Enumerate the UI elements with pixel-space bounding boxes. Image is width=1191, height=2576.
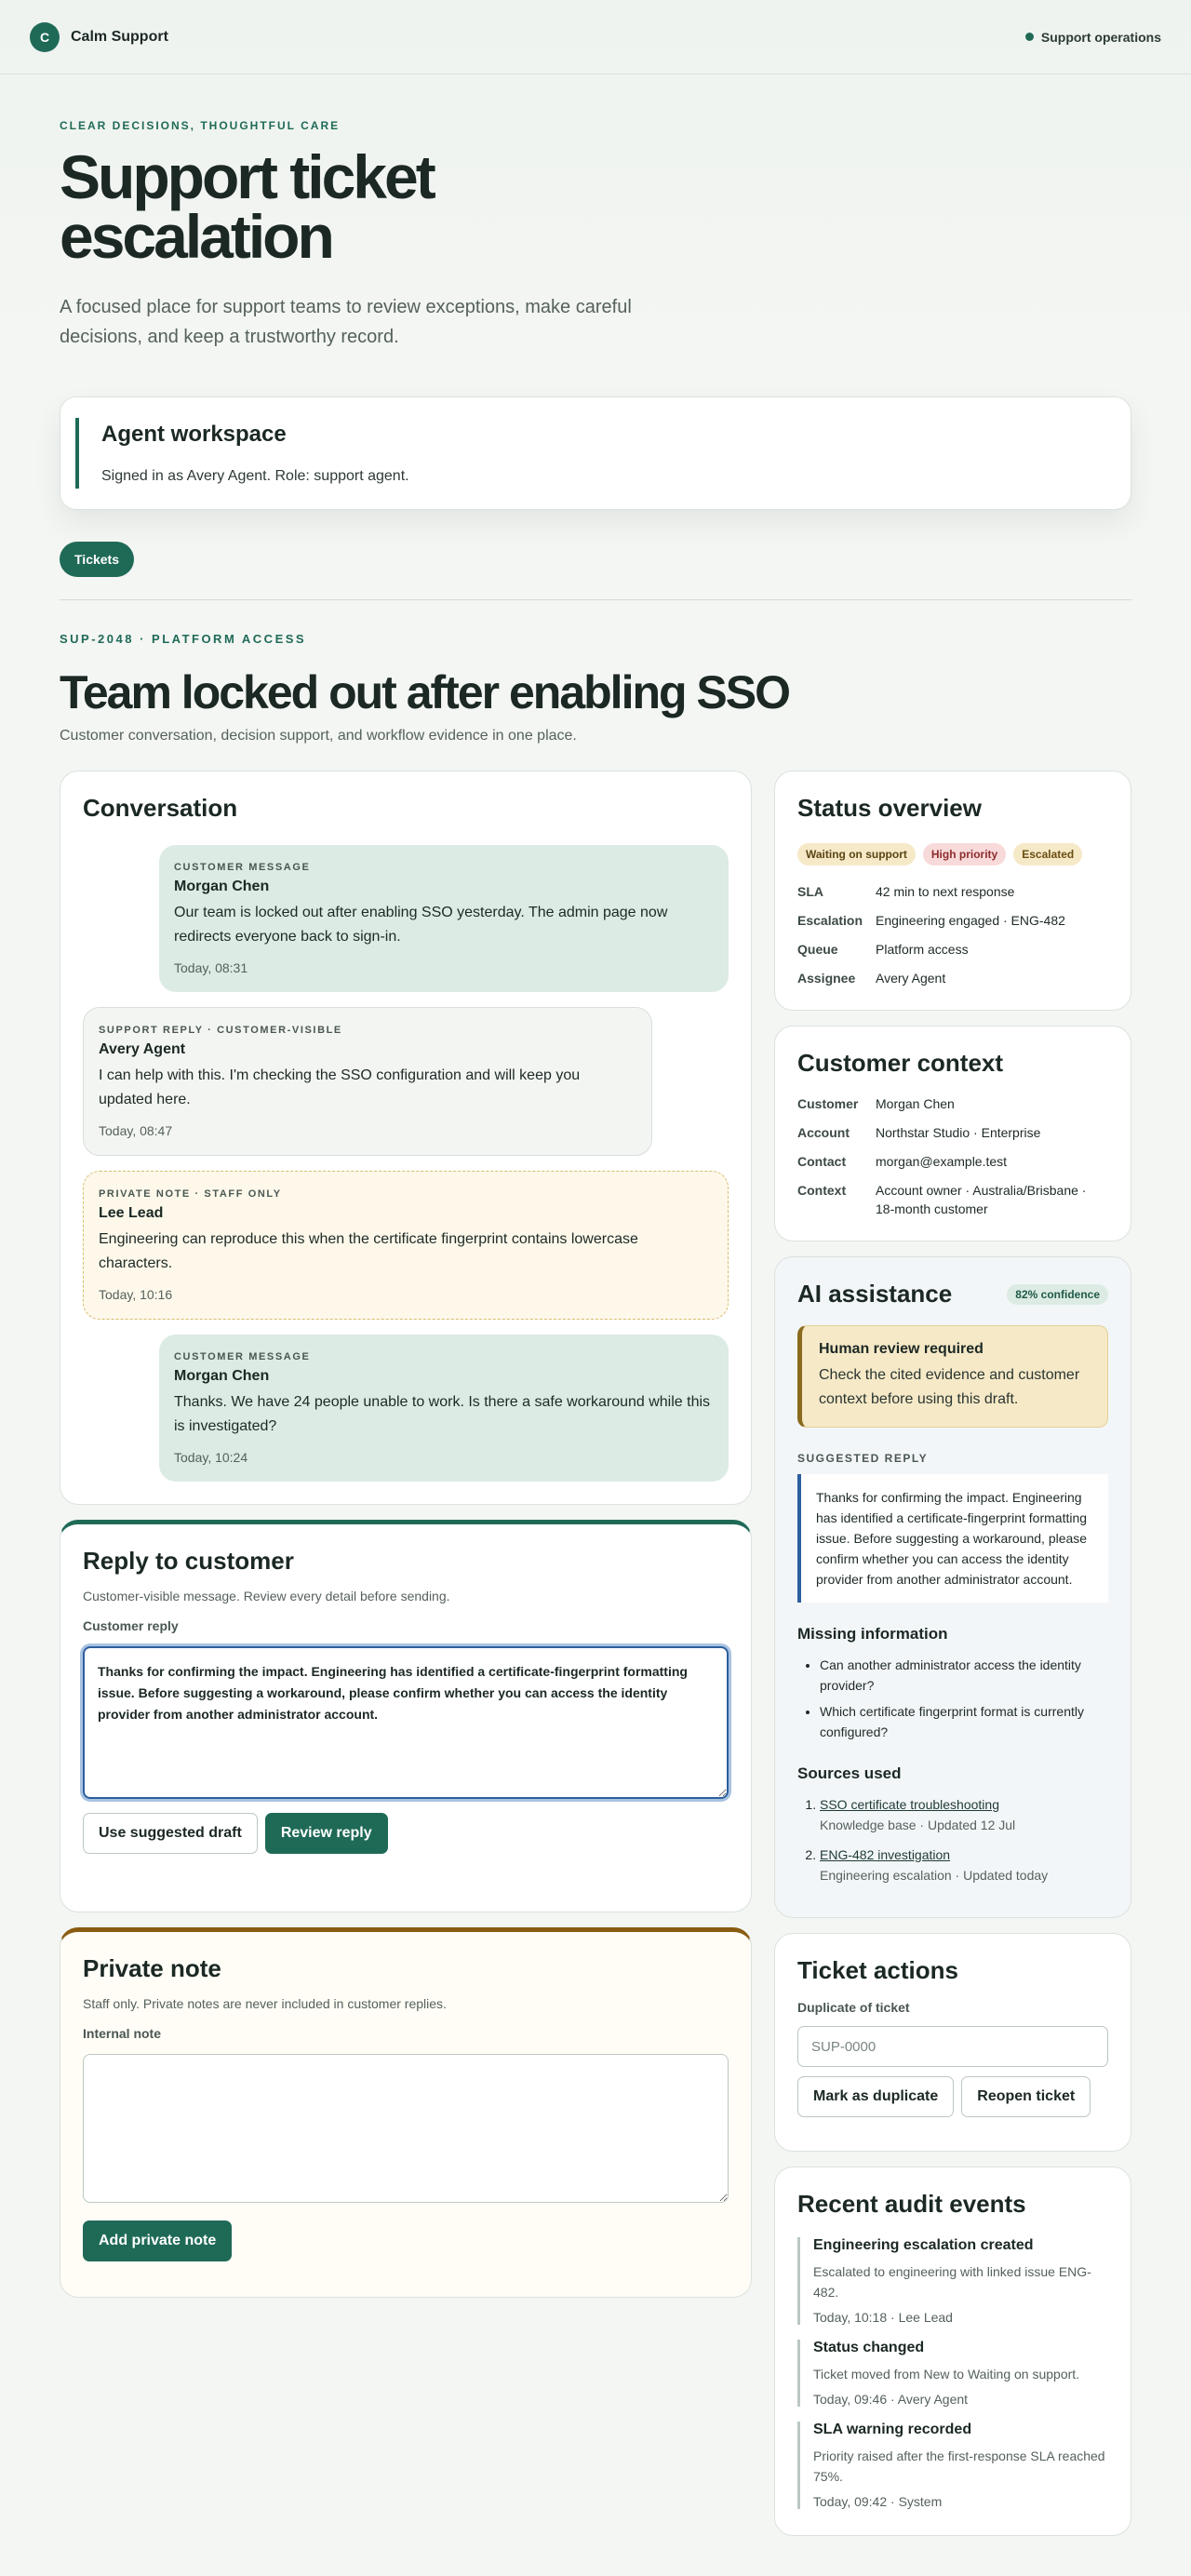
status-key: Escalation — [797, 913, 863, 928]
status-value: Platform access — [876, 942, 969, 957]
message-time: Today, 10:24 — [174, 1450, 248, 1465]
audit-event-text: Escalated to engineering with linked issue ENG-482. — [813, 2264, 1091, 2300]
status-details — [797, 882, 1108, 987]
customer-reply-textarea[interactable] — [83, 1646, 729, 1799]
customer-value: morgan@example.test — [876, 1154, 1008, 1169]
reply-description: Customer-visible message. Review every detail before sending. — [83, 1589, 450, 1603]
operations-status — [1025, 30, 1161, 45]
status-badge-priority: High priority — [923, 843, 1006, 865]
review-callout-text: Check the cited evidence and customer context before using this draft. — [819, 1367, 1080, 1407]
sources-title: Sources used — [797, 1764, 902, 1782]
message-kicker: CUSTOMER MESSAGE — [174, 1351, 311, 1362]
duplicate-field-label: Duplicate of ticket — [797, 2000, 910, 2015]
customer-row-name — [797, 1094, 1108, 1113]
status-key: SLA — [797, 884, 823, 899]
audit-events-title: Recent audit events — [797, 2190, 1026, 2218]
message-customer — [159, 1335, 729, 1482]
internal-note-textarea[interactable] — [83, 2054, 729, 2203]
mark-duplicate-button[interactable]: Mark as duplicate — [797, 2076, 954, 2117]
add-private-note-button[interactable]: Add private note — [83, 2220, 232, 2261]
agent-workspace-card — [60, 396, 1131, 510]
customer-row-context — [797, 1181, 1108, 1218]
audit-event-text: Priority raised after the first-response SLA reached 75%. — [813, 2449, 1105, 2484]
message-author: Morgan Chen — [174, 1368, 270, 1384]
customer-details — [797, 1094, 1108, 1218]
brand-logo: C — [30, 22, 60, 52]
confidence-badge: 82% confidence — [1007, 1284, 1108, 1305]
main-content — [0, 74, 1191, 2536]
customer-value: Morgan Chen — [876, 1096, 955, 1111]
message-body: Our team is locked out after enabling SSO yesterday. The admin page now redirects everyone back to sign-in. — [174, 905, 668, 945]
audit-event-list — [797, 2237, 1108, 2509]
sources-list — [797, 1794, 1108, 1885]
customer-context-card — [774, 1026, 1131, 1241]
customer-row-contact — [797, 1152, 1108, 1171]
reply-card — [60, 1520, 752, 1912]
missing-info-item: • Can another administrator access the identity provider? — [820, 1655, 1108, 1696]
status-overview-title: Status overview — [797, 794, 982, 822]
audit-event-meta: Today, 09:42 · System — [813, 2494, 943, 2509]
reply-field-label: Customer reply — [83, 1618, 179, 1633]
audit-event-title: SLA warning recorded — [813, 2422, 972, 2437]
ticket-layout — [60, 771, 1131, 2536]
operations-status-label: Support operations — [1040, 29, 1161, 45]
status-value: Avery Agent — [876, 971, 946, 986]
message-body: Thanks. We have 24 people unable to work. Is there a safe workaround while this is investigated? — [174, 1394, 711, 1434]
source-item — [820, 1845, 1108, 1885]
workspace-content — [75, 418, 1116, 489]
status-key: Queue — [797, 942, 838, 957]
private-note-actions — [83, 2220, 729, 2274]
status-row-sla — [797, 882, 1108, 901]
ticket-action-buttons — [797, 2076, 1108, 2128]
tab-bar — [60, 542, 1131, 600]
source-meta: Knowledge base · Updated 12 Jul — [820, 1818, 1016, 1832]
duplicate-ticket-input[interactable] — [797, 2026, 1108, 2067]
customer-context-title: Customer context — [797, 1049, 1004, 1077]
missing-info-title: Missing information — [797, 1625, 948, 1643]
use-suggested-draft-button[interactable]: Use suggested draft — [83, 1813, 258, 1854]
message-author: Lee Lead — [99, 1205, 164, 1221]
audit-event — [797, 2422, 1108, 2509]
ticket-actions-card — [774, 1933, 1131, 2152]
customer-key: Account — [797, 1125, 850, 1140]
status-badge-escalated: Escalated — [1013, 843, 1082, 865]
ai-assistance-title: AI assistance — [797, 1280, 953, 1308]
workspace-title: Agent workspace — [101, 422, 287, 447]
customer-key: Customer — [797, 1096, 859, 1111]
review-reply-button[interactable]: Review reply — [265, 1813, 388, 1854]
message-author: Morgan Chen — [174, 879, 270, 894]
brand[interactable] — [30, 22, 168, 52]
missing-info-item: • Which certificate fingerprint format is currently configured? — [820, 1701, 1108, 1742]
source-link[interactable]: SSO certificate troubleshooting — [820, 1797, 999, 1812]
status-row-escalation — [797, 911, 1108, 930]
message-body: Engineering can reproduce this when the certificate fingerprint contains lowercase characters. — [99, 1231, 638, 1271]
hero-eyebrow: CLEAR DECISIONS, THOUGHTFUL CARE — [60, 119, 341, 132]
audit-event-title: Engineering escalation created — [813, 2237, 1034, 2253]
page-title: Support ticket escalation — [60, 142, 434, 271]
human-review-callout — [797, 1325, 1108, 1428]
private-note-title: Private note — [83, 1954, 221, 1982]
main-column — [60, 771, 752, 2298]
audit-event — [797, 2237, 1108, 2325]
audit-event-meta: Today, 09:46 · Avery Agent — [813, 2392, 969, 2407]
review-callout-title: Human review required — [819, 1341, 984, 1357]
workspace-signed-in-text: Signed in as Avery Agent. Role: support agent. — [101, 468, 409, 484]
conversation-card — [60, 771, 752, 1505]
audit-event-meta: Today, 10:18 · Lee Lead — [813, 2310, 953, 2325]
source-link[interactable]: ENG-482 investigation — [820, 1847, 951, 1862]
conversation-title: Conversation — [83, 794, 238, 822]
ticket-subtitle: Customer conversation, decision support, and workflow evidence in one place. — [60, 728, 577, 744]
message-support-reply — [83, 1007, 652, 1156]
private-note-card — [60, 1927, 752, 2298]
private-note-description: Staff only. Private notes are never included in customer replies. — [83, 1996, 447, 2011]
customer-value: Account owner · Australia/Brisbane · 18-month customer — [876, 1183, 1087, 1216]
message-kicker: PRIVATE NOTE · STAFF ONLY — [99, 1188, 282, 1200]
customer-row-account — [797, 1123, 1108, 1142]
brand-name: Calm Support — [71, 28, 168, 45]
customer-key: Contact — [797, 1154, 847, 1169]
message-author: Avery Agent — [99, 1041, 186, 1057]
message-kicker: CUSTOMER MESSAGE — [174, 862, 311, 873]
status-key: Assignee — [797, 971, 856, 986]
status-value: 42 min to next response — [876, 884, 1015, 899]
reply-actions — [83, 1813, 729, 1889]
message-private-note — [83, 1171, 729, 1320]
top-bar — [0, 0, 1191, 74]
message-body: I can help with this. I'm checking the SSO configuration and will keep you updated here. — [99, 1067, 581, 1107]
source-meta: Engineering escalation · Updated today — [820, 1868, 1049, 1883]
ticket-title: Team locked out after enabling SSO — [60, 666, 790, 718]
message-time: Today, 10:16 — [99, 1287, 173, 1302]
message-list — [83, 845, 729, 1482]
status-overview-card — [774, 771, 1131, 1011]
internal-note-label: Internal note — [83, 2026, 162, 2041]
audit-event-text: Ticket moved from New to Waiting on support. — [813, 2367, 1080, 2381]
status-badges — [797, 843, 1108, 865]
side-column — [774, 771, 1131, 2536]
status-badge-waiting: Waiting on support — [797, 843, 916, 865]
suggested-reply-label: SUGGESTED REPLY — [797, 1452, 929, 1465]
tab-tickets[interactable]: Tickets — [60, 542, 134, 577]
reply-title: Reply to customer — [83, 1547, 294, 1575]
message-time: Today, 08:47 — [99, 1123, 173, 1138]
message-kicker: SUPPORT REPLY · CUSTOMER-VISIBLE — [99, 1025, 342, 1036]
missing-info-list — [797, 1655, 1108, 1742]
suggested-reply-text: Thanks for confirming the impact. Engineering has identified a certificate-fingerprint formatting issue. Before suggesting a workaround, please confirm whether you can access the identity provider from another administrator account. — [797, 1474, 1108, 1603]
status-row-queue — [797, 940, 1108, 959]
ai-header — [797, 1280, 1108, 1308]
message-time: Today, 08:31 — [174, 960, 248, 975]
audit-event — [797, 2340, 1108, 2407]
customer-key: Context — [797, 1183, 847, 1198]
status-row-assignee — [797, 969, 1108, 987]
status-dot-icon — [1025, 33, 1034, 41]
message-customer — [159, 845, 729, 992]
audit-event-title: Status changed — [813, 2340, 925, 2355]
reopen-ticket-button[interactable]: Reopen ticket — [961, 2076, 1091, 2117]
customer-value: Northstar Studio · Enterprise — [876, 1125, 1041, 1140]
audit-events-card — [774, 2167, 1131, 2536]
ticket-actions-title: Ticket actions — [797, 1956, 958, 1984]
source-item — [820, 1794, 1108, 1835]
status-value: Engineering engaged · ENG-482 — [876, 913, 1065, 928]
ai-assistance-card — [774, 1256, 1131, 1918]
hero — [60, 74, 1131, 352]
hero-subtitle: A focused place for support teams to review exceptions, make careful decisions, and keep a trustworthy record. — [60, 297, 632, 347]
ticket-eyebrow: SUP-2048 · PLATFORM ACCESS — [60, 632, 307, 646]
